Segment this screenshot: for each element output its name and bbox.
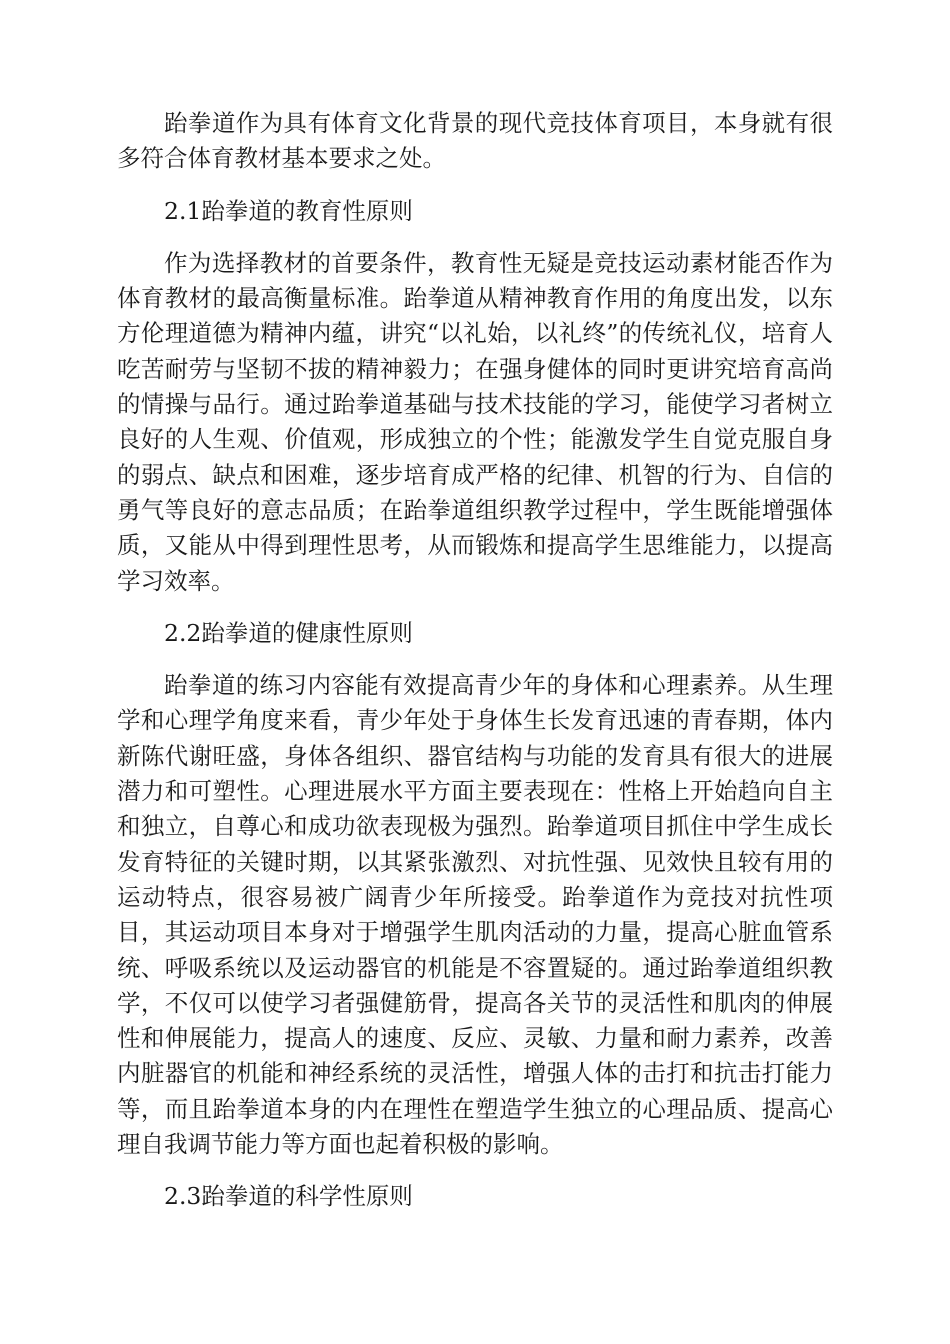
section-heading-2-2: 2.2跆拳道的健康性原则 <box>164 618 413 647</box>
section-heading-2-1: 2.1跆拳道的教育性原则 <box>164 196 413 225</box>
section-heading-2-3: 2.3跆拳道的科学性原则 <box>164 1182 413 1211</box>
intro-paragraph: 跆拳道作为具有体育文化背景的现代竞技体育项目，本身就有很多符合体育教材基本要求之处。 <box>117 109 833 173</box>
education-principle-paragraph: 作为选择教材的首要条件，教育性无疑是竞技运动素材能否作为体育教材的最高衡量标准。跆拳道从精神教育作用的角度出发，以东方伦理道德为精神内蕴，讲究“以礼始，以礼终”的传统礼仪，培育人吃苦耐劳与坚韧不拔的精神毅力；在强身健体的同时更讲究培育高尚的情操与品行。通过跆拳道基础与技术技能的学习，能使学习者树立良好的人生观、价值观，形成独立的个性；能激发学生自觉克服自身的弱点、缺点和困难，逐步培育成严格的纪律、机智的行为、自信的勇气等良好的意志品质；在跆拳道组织教学过程中，学生既能增强体质，又能从中得到理性思考，从而锻炼和提高学生思维能力，以提高学习效率。 <box>117 248 833 595</box>
health-principle-paragraph: 跆拳道的练习内容能有效提高青少年的身体和心理素养。从生理学和心理学角度来看，青少年处于身体生长发育迅速的青春期，体内新陈代谢旺盛，身体各组织、器官结构与功能的发育具有很大的进展潜力和可塑性。心理进展水平方面主要表现在：性格上开始趋向自主和独立，自尊心和成功欲表现极为强烈。跆拳道项目抓住中学生成长发育特征的关键时期，以其紧张激烈、对抗性强、见效快且较有用的运动特点，很容易被广阔青少年所接受。跆拳道作为竞技对抗性项目，其运动项目本身对于增强学生肌肉活动的力量，提高心脏血管系统、呼吸系统以及运动器官的机能是不容置疑的。通过跆拳道组织教学，不仅可以使学习者强健筋骨，提高各关节的灵活性和肌肉的伸展性和伸展能力，提高人的速度、反应、灵敏、力量和耐力素养，改善内脏器官的机能和神经系统的灵活性，增强人体的击打和抗击打能力等，而且跆拳道本身的内在理性在塑造学生独立的心理品质、提高心理自我调节能力等方面也起着积极的影响。 <box>117 671 833 1159</box>
document-page <box>117 106 833 1215</box>
